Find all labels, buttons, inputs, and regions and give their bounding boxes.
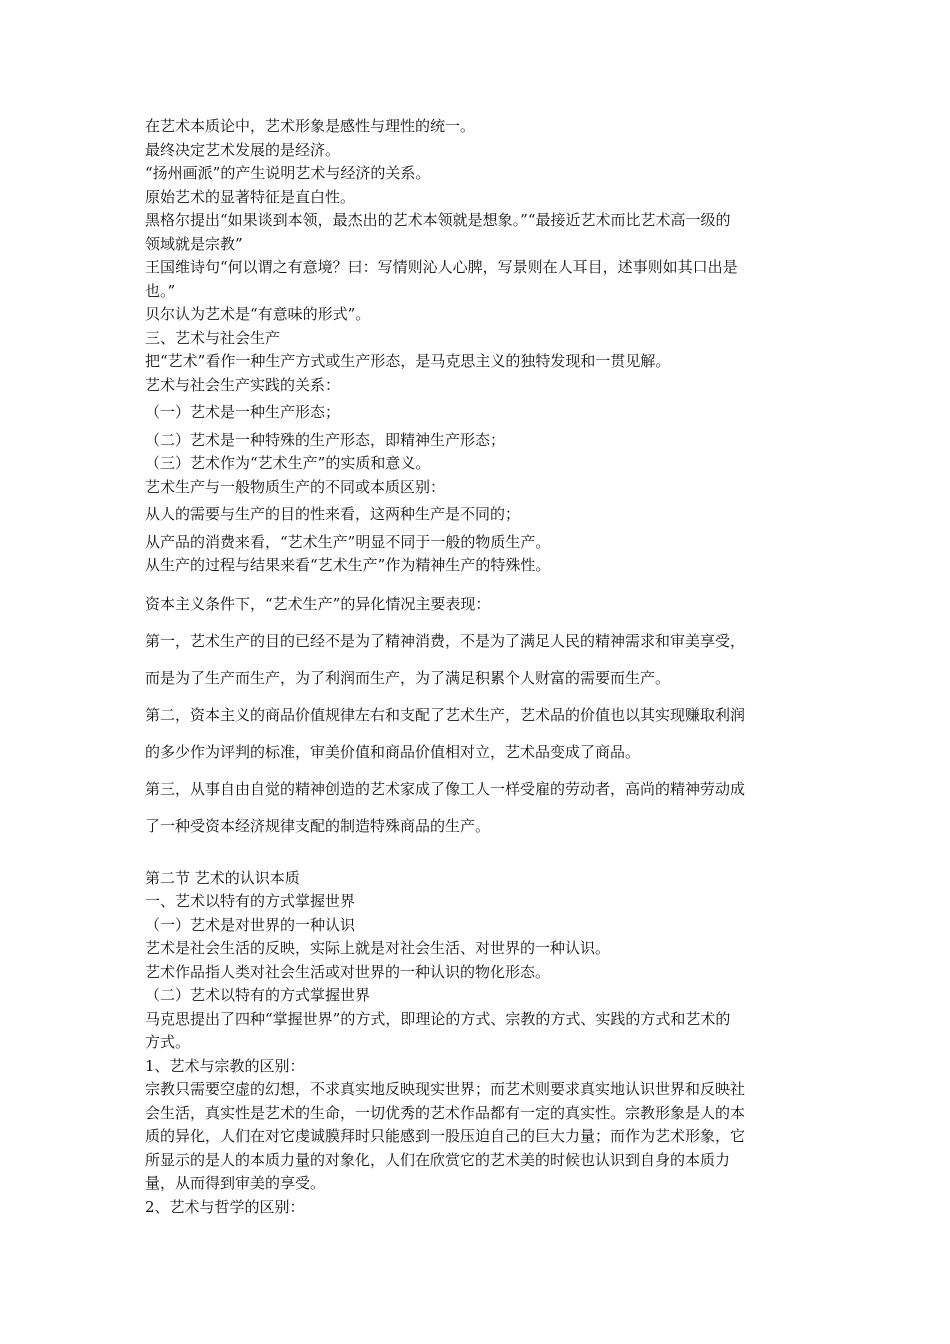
subsection-heading: （一）艺术是对世界的一种认识: [145, 915, 356, 934]
list-item: （一）艺术是一种生产形态；: [145, 403, 341, 421]
text-line: 艺术作品指人类对社会生活或对世界的一种认识的物化形态。: [145, 962, 551, 981]
text-line: 贝尔认为艺术是“有意味的形式”。: [145, 305, 371, 323]
text-line: 马克思提出了四种“掌握世界”的方式，即理论的方式、宗教的方式、实践的方式和艺术的: [145, 1009, 731, 1028]
text-line: 把“艺术”看作一种生产方式或生产形态，是马克思主义的独特发现和一贯见解。: [145, 352, 671, 370]
list-item: （二）艺术是一种特殊的生产形态，即精神生产形态；: [145, 430, 506, 449]
text-line: 量，从而得到审美的享受。: [145, 1174, 326, 1192]
text-line: 宗教只需要空虚的幻想，不求真实地反映现实世界；而艺术则要求真实地认识世界和反映社: [145, 1080, 746, 1098]
text-line: 会生活，真实性是艺术的生命，一切优秀的艺术作品都有一定的真实性。宗教形象是人的本: [145, 1103, 746, 1122]
text-line: 从生产的过程与结果来看“艺术生产”作为精神生产的特殊性。: [145, 556, 551, 574]
section-alienation: [145, 586, 809, 845]
text-line: 黑格尔提出“如果谈到本领，最杰出的艺术本领就是想象。”“最接近艺术而比艺术高一级的: [145, 211, 731, 229]
text-line: 从产品的消费来看，“艺术生产”明显不同于一般的物质生产。: [145, 532, 551, 551]
blank-line: [145, 845, 809, 867]
text-line: 第一，艺术生产的目的已经不是为了精神消费，不是为了满足人民的精神需求和审美享受，: [145, 631, 746, 650]
text-line: 最终决定艺术发展的是经济。: [145, 140, 341, 159]
text-line: 第三，从事自由自觉的精神创造的艺术家成了像工人一样受雇的劳动者，高尚的精神劳动成: [145, 779, 746, 798]
text-line: 从人的需要与生产的目的性来看，这两种生产是不同的；: [145, 505, 521, 523]
text-line: 了一种受资本经济规律支配的制造特殊商品的生产。: [145, 816, 491, 835]
section-art-essence: [145, 115, 809, 578]
text-line: 质的异化，人们在对它虔诚膜拜时只能感到一股压迫自己的巨大力量；而作为艺术形象，它: [145, 1127, 746, 1145]
subsection-heading: 2、艺术与哲学的区别：: [145, 1197, 305, 1216]
text-line: 艺术是社会生活的反映，实际上就是对社会生活、对世界的一种认识。: [145, 939, 611, 957]
document-body: [145, 115, 809, 1219]
text-line: 资本主义条件下，“艺术生产”的异化情况主要表现：: [145, 594, 491, 613]
text-line: 在艺术本质论中，艺术形象是感性与理性的统一。: [145, 117, 476, 135]
section-heading: 三、艺术与社会生产: [145, 328, 281, 347]
text-line: 第二，资本主义的商品价值规律左右和支配了艺术生产，艺术品的价值也以其实现赚取利润: [145, 705, 746, 724]
section-heading: 第二节 艺术的认识本质: [145, 868, 300, 887]
text-line: “扬州画派”的产生说明艺术与经济的关系。: [145, 164, 431, 182]
subsection-heading: 1、艺术与宗教的区别：: [145, 1056, 305, 1075]
text-line: 的多少作为评判的标准，审美价值和商品价值相对立，艺术品变成了商品。: [145, 742, 641, 761]
list-item: （三）艺术作为“艺术生产”的实质和意义。: [145, 454, 431, 472]
section-cognitive-essence: [145, 867, 809, 1220]
text-line: 艺术与社会生产实践的关系：: [145, 375, 341, 394]
text-line: 王国维诗句“何以谓之有意境？曰：写情则沁人心脾，写景则在人耳目，述事则如其口出是: [145, 258, 738, 276]
text-line: 也。”: [145, 281, 176, 300]
text-line: 原始艺术的显著特征是直白性。: [145, 187, 356, 206]
text-line: 艺术生产与一般物质生产的不同或本质区别：: [145, 477, 446, 496]
text-line: 所显示的是人的本质力量的对象化，人们在欣赏它的艺术美的时候也认识到自身的本质力: [145, 1150, 731, 1169]
subsection-heading: （二）艺术以特有的方式掌握世界: [145, 986, 371, 1004]
text-line: 领域就是宗教”: [145, 234, 243, 253]
text-line: 方式。: [145, 1033, 191, 1051]
section-heading: 一、艺术以特有的方式掌握世界: [145, 892, 356, 910]
text-line: 而是为了生产而生产，为了利润而生产，为了满足积累个人财富的需要而生产。: [145, 668, 671, 687]
